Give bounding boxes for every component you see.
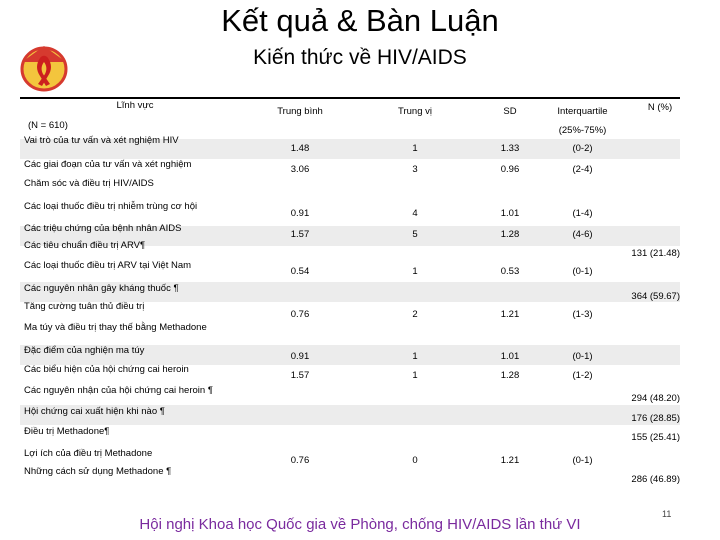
cell-median: 1	[412, 266, 418, 277]
row-label: Chăm sóc và điều trị HIV/AIDS	[24, 178, 154, 189]
cell-median: 4	[412, 208, 418, 219]
page-title: Kết quả & Bàn Luận	[221, 3, 499, 38]
row-label: Điều trị Methadone¶	[24, 426, 110, 437]
row-label: Các nguyên nhận của hội chứng cai heroin ¶	[24, 385, 213, 396]
header-n-total: (N = 610)	[28, 120, 68, 131]
cell-mean: 0.76	[290, 455, 310, 466]
row-label: Các giai đoạn của tư vấn và xét nghiệm	[24, 159, 192, 170]
header-sd: SD	[503, 106, 517, 117]
cell-sd: 1.21	[500, 309, 520, 320]
cell-sd: 1.01	[500, 351, 520, 362]
cell-n-pct: 364 (59.67)	[631, 291, 680, 302]
page-number: 11	[662, 509, 672, 519]
header-mean: Trung bình	[277, 106, 323, 117]
row-label: Vai trò của tư vấn và xét nghiệm HIV	[24, 135, 179, 146]
cell-iqr: (0-1)	[572, 455, 593, 466]
cell-sd: 0.96	[500, 164, 520, 175]
header-median: Trung vị	[398, 106, 432, 117]
cell-median: 1	[412, 143, 418, 154]
cell-mean: 3.06	[290, 164, 310, 175]
page-subtitle: Kiến thức về HIV/AIDS	[253, 46, 467, 69]
row-label: Tăng cường tuân thủ điều trị	[24, 301, 145, 312]
cell-mean: 1.57	[290, 229, 310, 240]
cell-mean: 0.76	[290, 309, 310, 320]
cell-sd: 1.28	[500, 370, 520, 381]
cell-iqr: (2-4)	[572, 164, 593, 175]
red-ribbon-hat-icon	[16, 42, 72, 92]
header-iqr-sub: (25%-75%)	[558, 125, 607, 136]
header-iqr: Interquartile	[557, 106, 608, 117]
row-label: Đặc điểm của nghiện ma túy	[24, 345, 145, 356]
cell-n-pct: 176 (28.85)	[631, 413, 680, 424]
header-n-pct: N (%)	[647, 102, 673, 113]
footer-text: Hội nghị Khoa học Quốc gia về Phòng, chống HIV/AIDS lần thứ VI	[139, 516, 581, 533]
cell-iqr: (1-4)	[572, 208, 593, 219]
cell-sd: 0.53	[500, 266, 520, 277]
cell-median: 2	[412, 309, 418, 320]
cell-iqr: (1-2)	[572, 370, 593, 381]
cell-n-pct: 131 (21.48)	[631, 248, 680, 259]
cell-sd: 1.21	[500, 455, 520, 466]
cell-n-pct: 286 (46.89)	[631, 474, 680, 485]
row-label: Hội chứng cai xuất hiện khi nào ¶	[24, 406, 165, 417]
row-label: Lợi ích của điều trị Methadone	[24, 448, 153, 459]
cell-iqr: (0-2)	[572, 143, 593, 154]
header-divider	[20, 97, 680, 99]
cell-mean: 1.48	[290, 143, 310, 154]
cell-n-pct: 155 (25.41)	[631, 432, 680, 443]
row-label: Các triệu chứng của bệnh nhân AIDS	[24, 223, 182, 234]
cell-sd: 1.33	[500, 143, 520, 154]
row-label: Ma túy và điều trị thay thế bằng Methadone	[24, 322, 207, 333]
cell-mean: 0.91	[290, 351, 310, 362]
row-label: Các loại thuốc điều trị nhiễm trùng cơ hội	[24, 201, 198, 212]
cell-median: 0	[412, 455, 418, 466]
row-label: Những cách sử dụng Methadone ¶	[24, 466, 172, 477]
cell-n-pct: 294 (48.20)	[631, 393, 680, 404]
cell-mean: 0.54	[290, 266, 310, 277]
cell-median: 3	[412, 164, 418, 175]
row-label: Các nguyên nhân gây kháng thuốc ¶	[24, 283, 179, 294]
cell-sd: 1.28	[500, 229, 520, 240]
cell-mean: 1.57	[290, 370, 310, 381]
row-label: Các tiêu chuẩn điều trị ARV¶	[24, 240, 146, 251]
cell-iqr: (0-1)	[572, 351, 593, 362]
cell-iqr: (0-1)	[572, 266, 593, 277]
row-label: Các biểu hiện của hội chứng cai heroin	[24, 364, 189, 375]
cell-median: 5	[412, 229, 418, 240]
cell-median: 1	[412, 351, 418, 362]
header-domain: Lĩnh vực	[116, 100, 154, 111]
cell-iqr: (4-6)	[572, 229, 593, 240]
cell-iqr: (1-3)	[572, 309, 593, 320]
cell-sd: 1.01	[500, 208, 520, 219]
cell-median: 1	[412, 370, 418, 381]
row-label: Các loại thuốc điều trị ARV tại Việt Nam	[24, 260, 192, 271]
cell-mean: 0.91	[290, 208, 310, 219]
